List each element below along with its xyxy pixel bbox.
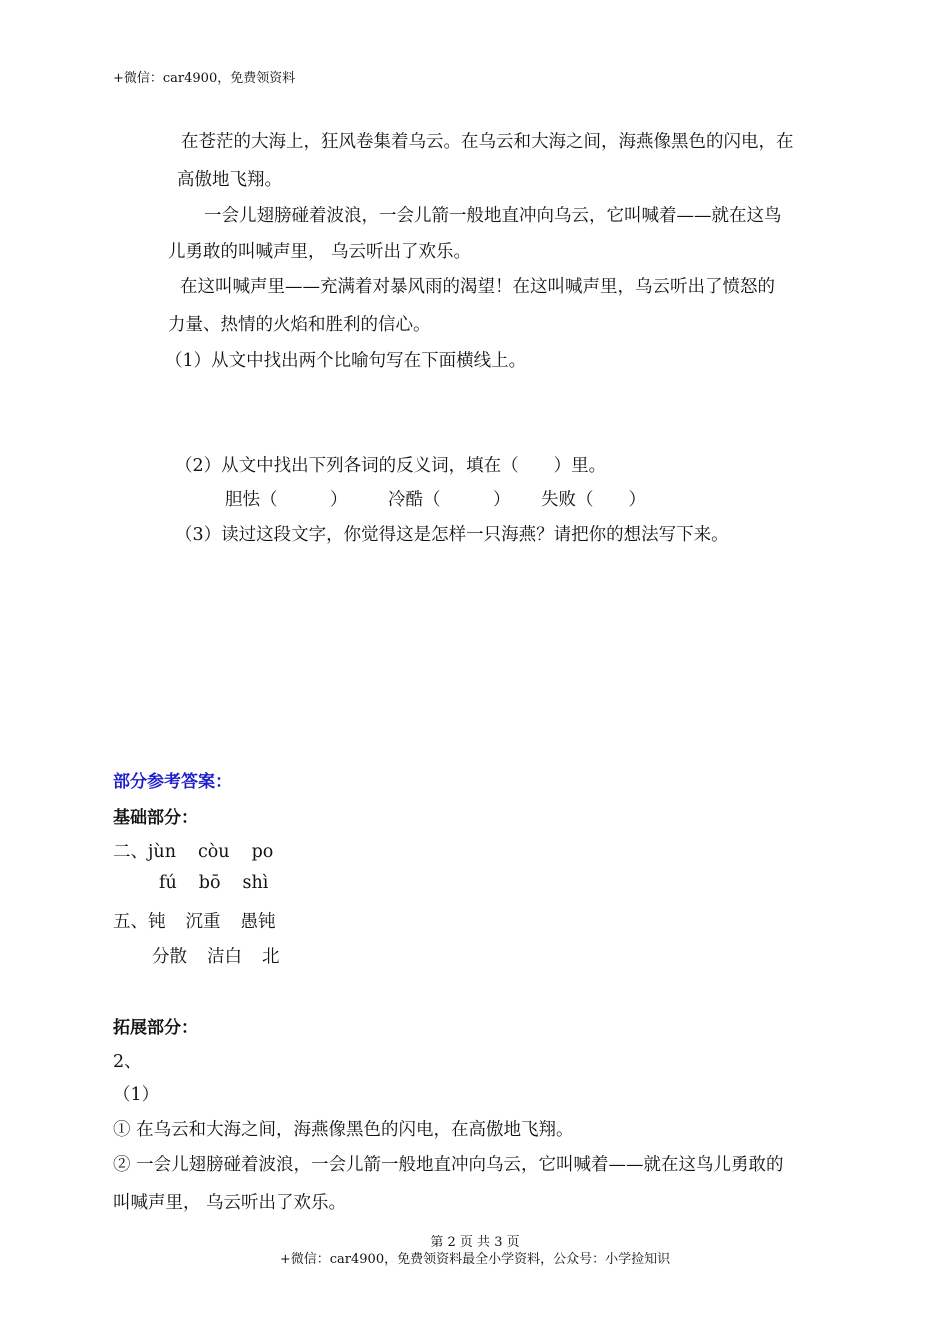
extension-section-title: 拓展部分： (113, 1018, 198, 1038)
answer-line: ② 一会儿翅膀碰着波浪，一会儿箭一般地直冲向乌云，它叫喊着——就在这鸟儿勇敢的 (113, 1155, 784, 1175)
question-2: （2）从文中找出下列各词的反义词，填在（ ）里。 (175, 456, 607, 476)
answers-title: 部分参考答案： (113, 772, 232, 792)
passage-line: 力量、热情的火焰和胜利的信心。 (168, 315, 431, 335)
pinyin-answer: shì (242, 873, 269, 893)
question-1: （1）从文中找出两个比喻句写在下面横线上。 (165, 351, 527, 371)
page-footer: +微信：car4900，免费领资料最全小学资料，公众号：小学捡知识 (279, 1252, 671, 1267)
antonym-blank: 胆怯（ ） (225, 490, 348, 510)
answer-line: 叫喊声里， 乌云听出了欢乐。 (113, 1193, 347, 1213)
extension-number: 2、 (113, 1052, 142, 1072)
extension-subnumber: （1） (113, 1085, 160, 1105)
pinyin-answer: po (251, 842, 274, 862)
antonym-blank: 失败（ ） (541, 490, 646, 510)
item-number: 五、 (113, 912, 148, 932)
basic-section-title: 基础部分： (113, 808, 198, 828)
passage-line: 一会儿翅膀碰着波浪，一会儿箭一般地直冲向乌云，它叫喊着——就在这鸟 (204, 206, 782, 226)
antonym-blank: 冷酷（ ） (388, 490, 511, 510)
pinyin-answer: còu (197, 842, 230, 862)
word-answer: 钝 (148, 912, 166, 932)
passage-line: 在苍茫的大海上，狂风卷集着乌云。在乌云和大海之间，海燕像黑色的闪电，在 (181, 132, 794, 152)
page-header: +微信：car4900，免费领资料 (113, 71, 296, 86)
word-answer: 洁白 (207, 947, 242, 967)
pinyin-answer: fú (159, 873, 177, 893)
word-answer: 沉重 (185, 912, 221, 932)
answer-item-5 (113, 908, 276, 933)
page-number: 第 2 页 共 3 页 (430, 1235, 520, 1250)
answer-item-2-row2 (159, 873, 268, 893)
answer-item-2 (113, 838, 273, 863)
passage-line: 高傲地飞翔。 (177, 170, 282, 190)
item-number: 二、 (113, 842, 148, 862)
passage-line: 在这叫喊声里——充满着对暴风雨的渴望！在这叫喊声里，乌云听出了愤怒的 (180, 277, 775, 297)
answer-line: ① 在乌云和大海之间，海燕像黑色的闪电，在高傲地飞翔。 (113, 1120, 574, 1140)
pinyin-answer: jùn (148, 842, 176, 862)
word-answer: 分散 (152, 947, 187, 967)
word-answer: 愚钝 (240, 912, 276, 932)
passage-line: 儿勇敢的叫喊声里， 乌云听出了欢乐。 (168, 242, 472, 262)
question-3: （3）读过这段文字，你觉得这是怎样一只海燕？请把你的想法写下来。 (175, 525, 729, 545)
word-answer: 北 (262, 947, 280, 967)
answer-item-5-row2 (152, 943, 280, 968)
pinyin-answer: bō (198, 873, 221, 893)
